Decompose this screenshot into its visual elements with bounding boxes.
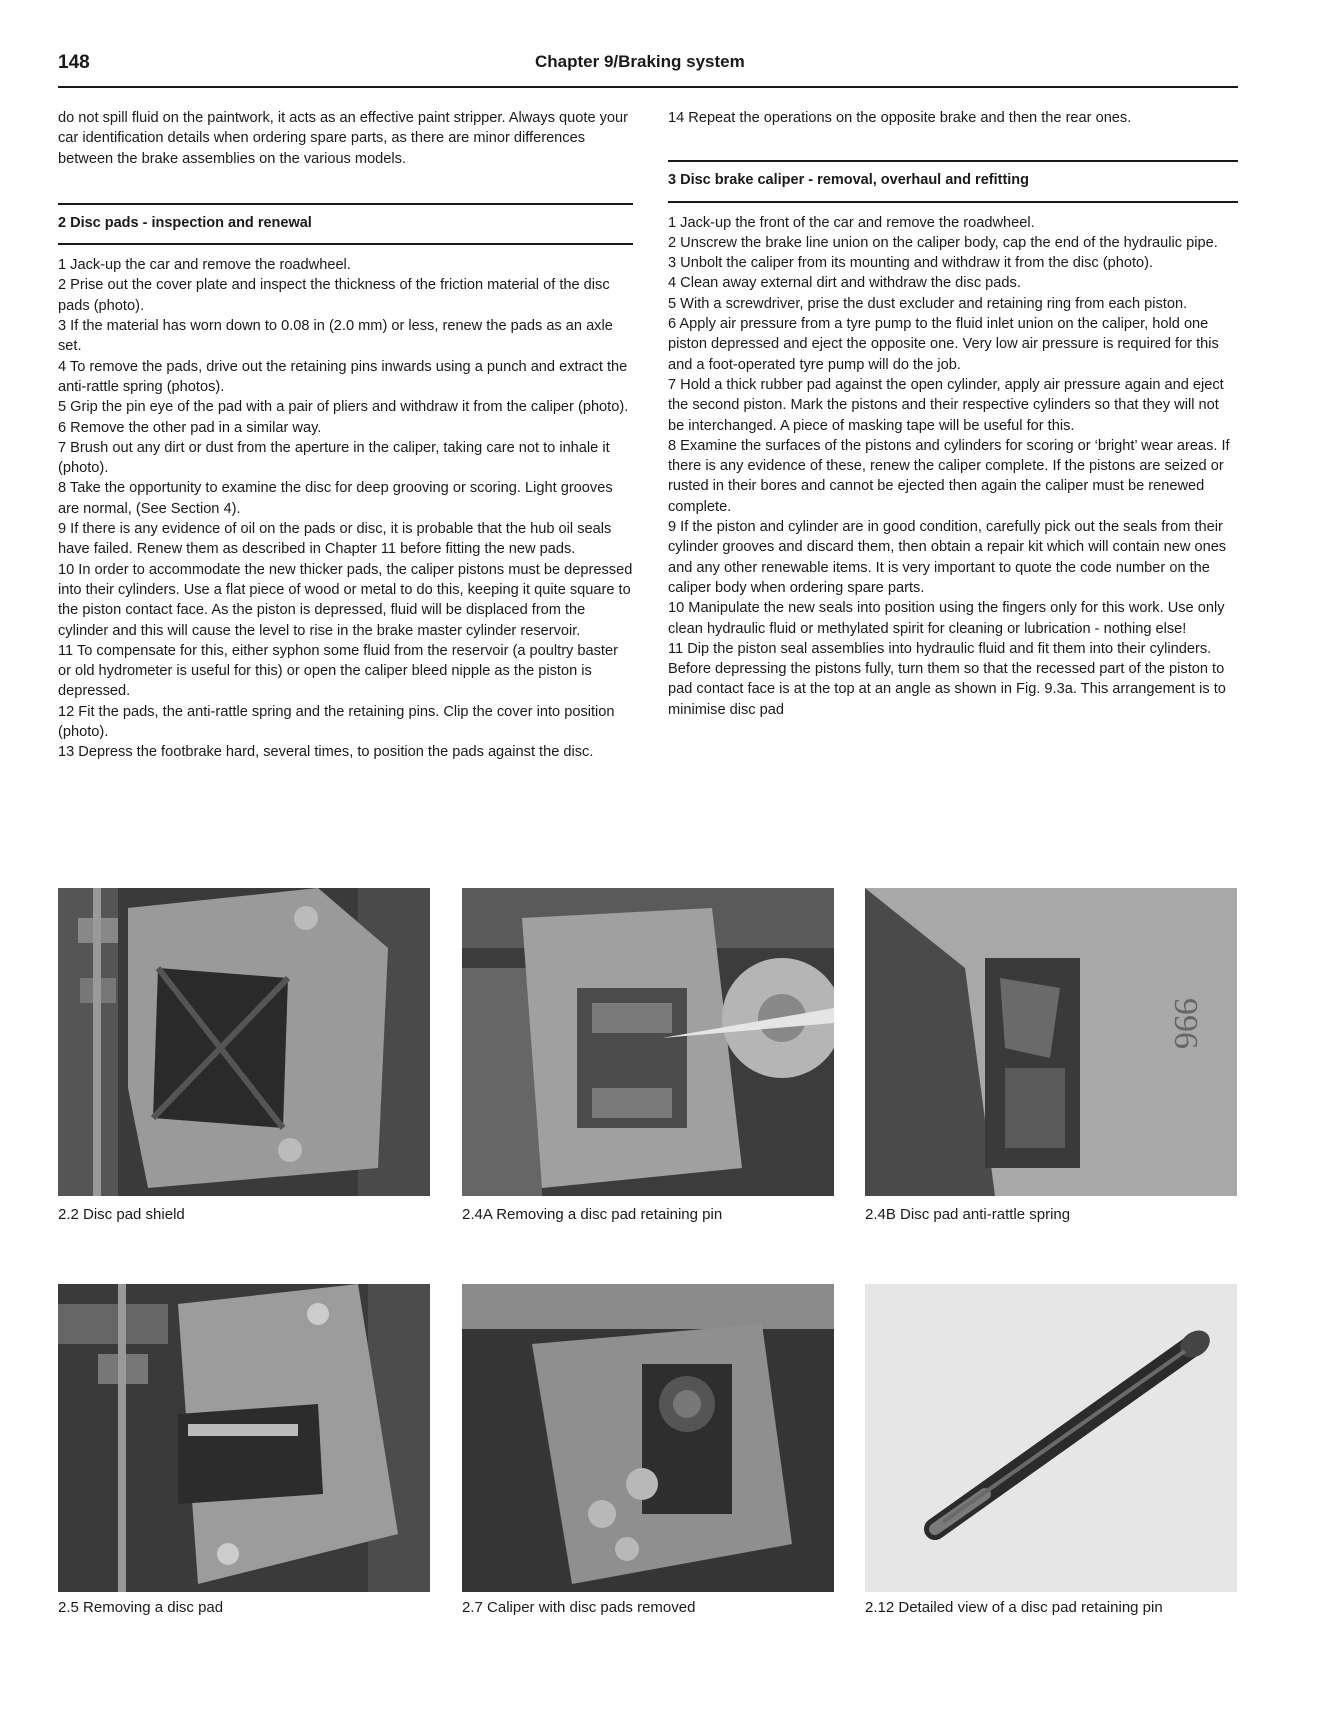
photo-caliper-pads-removed	[462, 1284, 834, 1592]
photo-removing-disc-pad	[58, 1284, 430, 1592]
paragraph: 5 Grip the pin eye of the pad with a pair of pliers and withdraw it from the caliper (photo).	[58, 399, 629, 416]
paragraph: 3 If the material has worn down to 0.08 in (2.0 mm) or less, renew the pads as an axle set.	[58, 318, 613, 355]
paragraph: 9 If there is any evidence of oil on the pads or disc, it is probable that the hub oil seals have failed. Renew them as described in Chapter 11 before fitting the new pads.	[58, 521, 612, 558]
photo-caption: 2.4B Disc pad anti-rattle spring	[865, 1206, 1071, 1223]
paragraph: 6 Apply air pressure from a tyre pump to the fluid inlet union on the caliper, hold one piston depressed and eject the opposite one. Very low air pressure is required for this and a foot-operated tyre pump will do the job.	[668, 316, 1219, 373]
paragraph: 3 Unbolt the caliper from its mounting and withdraw it from the disc (photo).	[668, 255, 1154, 272]
page-number: 148	[58, 52, 90, 73]
paragraph: 13 Depress the footbrake hard, several times, to position the pads against the disc.	[58, 744, 594, 761]
paragraph: 7 Hold a thick rubber pad against the open cylinder, apply air pressure again and eject the second piston. Mark the pistons and their respective cylinders so that they will not be interchanged. A piece of masking tape will be useful for this.	[668, 376, 1224, 434]
section-2-heading-block	[58, 203, 633, 245]
lead-paragraph: 14 Repeat the operations on the opposite brake and then the rear ones.	[668, 110, 1132, 126]
paragraph: 4 To remove the pads, drive out the retaining pins inwards using a punch and extract the anti-rattle spring (photos).	[58, 358, 628, 395]
photo-caption: 2.4A Removing a disc pad retaining pin	[462, 1206, 723, 1223]
paragraph: 10 In order to accommodate the new thicker pads, the caliper pistons must be depressed into their cylinders. Use a flat piece of wood or metal to do this, keeping it quite square to the piston contact face. As the piston is depressed, fluid will be displaced from the cylinder and this will cause the level to rise in the brake master cylinder reservoir.	[58, 561, 633, 639]
intro-paragraph: do not spill fluid on the paintwork, it acts as an effective paint stripper. Always quote your car identification details when ordering spare parts, as there are minor differences between the brake assemblies on the various models.	[58, 110, 629, 167]
left-column	[58, 108, 633, 763]
paragraph: 11 Dip the piston seal assemblies into hydraulic fluid and fit them into their cylinders. Before depressing the pistons fully, turn them so that the recessed part of the piston to pad contact face is at the top at an angle as shown in Fig. 9.3a. This arrangement is to minimise disc pad	[668, 640, 1226, 718]
paragraph: 5 With a screwdriver, prise the dust excluder and retaining ring from each piston.	[668, 295, 1188, 312]
paragraph: 1 Jack-up the front of the car and remove the roadwheel.	[668, 214, 1035, 231]
photo-caption: 2.7 Caliper with disc pads removed	[462, 1599, 696, 1616]
paragraph: 1 Jack-up the car and remove the roadwheel.	[58, 257, 351, 274]
paragraph: 2 Prise out the cover plate and inspect the thickness of the friction material of the disc pads (photo).	[58, 277, 610, 314]
paragraph: 7 Brush out any dirt or dust from the aperture in the caliper, taking care not to inhale it (photo).	[58, 439, 610, 477]
section-3-heading-block	[668, 160, 1238, 202]
header-rule	[58, 86, 1238, 88]
paragraph: 6 Remove the other pad in a similar way.	[58, 419, 322, 436]
section-heading: 3 Disc brake caliper - removal, overhaul and refitting	[668, 172, 1030, 189]
paragraph: 8 Take the opportunity to examine the disc for deep grooving or scoring. Light grooves are normal, (See Section 4).	[58, 480, 613, 517]
paragraph: 4 Clean away external dirt and withdraw the disc pads.	[668, 275, 1021, 292]
photo-caption: 2.12 Detailed view of a disc pad retaining pin	[865, 1599, 1163, 1616]
paragraph: 2 Unscrew the brake line union on the caliper body, cap the end of the hydraulic pipe.	[668, 234, 1218, 251]
paragraph: 9 If the piston and cylinder are in good condition, carefully pick out the seals from their cylinder grooves and discard them, then obtain a repair kit which will contain new ones and any other renewable items. It is very important to quote the code number on the caliper body when ordering spare parts.	[668, 519, 1227, 596]
photo-disc-pad-shield	[58, 888, 430, 1196]
right-column	[668, 108, 1238, 720]
chapter-title: Chapter 9/Braking system	[535, 52, 745, 71]
paragraph: 10 Manipulate the new seals into position using the fingers only for this work. Use only clean hydraulic fluid or methylated spirit for cleaning or lubrication - nothing else!	[668, 600, 1225, 637]
photo-retaining-pin-detail	[865, 1284, 1237, 1592]
section-heading: 2 Disc pads - inspection and renewal	[58, 214, 312, 231]
paragraph: 11 To compensate for this, either syphon some fluid from the reservoir (a poultry baster or old hydrometer is useful for this) or open the caliper bleed nipple as the piston is depressed.	[58, 642, 618, 700]
photo-anti-rattle-spring	[865, 888, 1237, 1196]
paragraph: 8 Examine the surfaces of the pistons and cylinders for scoring or ‘bright’ wear areas. If there is any evidence of these, renew the caliper complete. If the pistons are seized or rusted in their bores and cannot be ejected then again the caliper must be renewed complete.	[668, 437, 1230, 515]
photo-removing-retaining-pin	[462, 888, 834, 1196]
paragraph: 12 Fit the pads, the anti-rattle spring and the retaining pins. Clip the cover into position (photo).	[58, 703, 615, 741]
photo-caption: 2.2 Disc pad shield	[58, 1206, 185, 1223]
photo-caption: 2.5 Removing a disc pad	[58, 1599, 224, 1616]
svg-text:996: 996	[1167, 998, 1204, 1049]
